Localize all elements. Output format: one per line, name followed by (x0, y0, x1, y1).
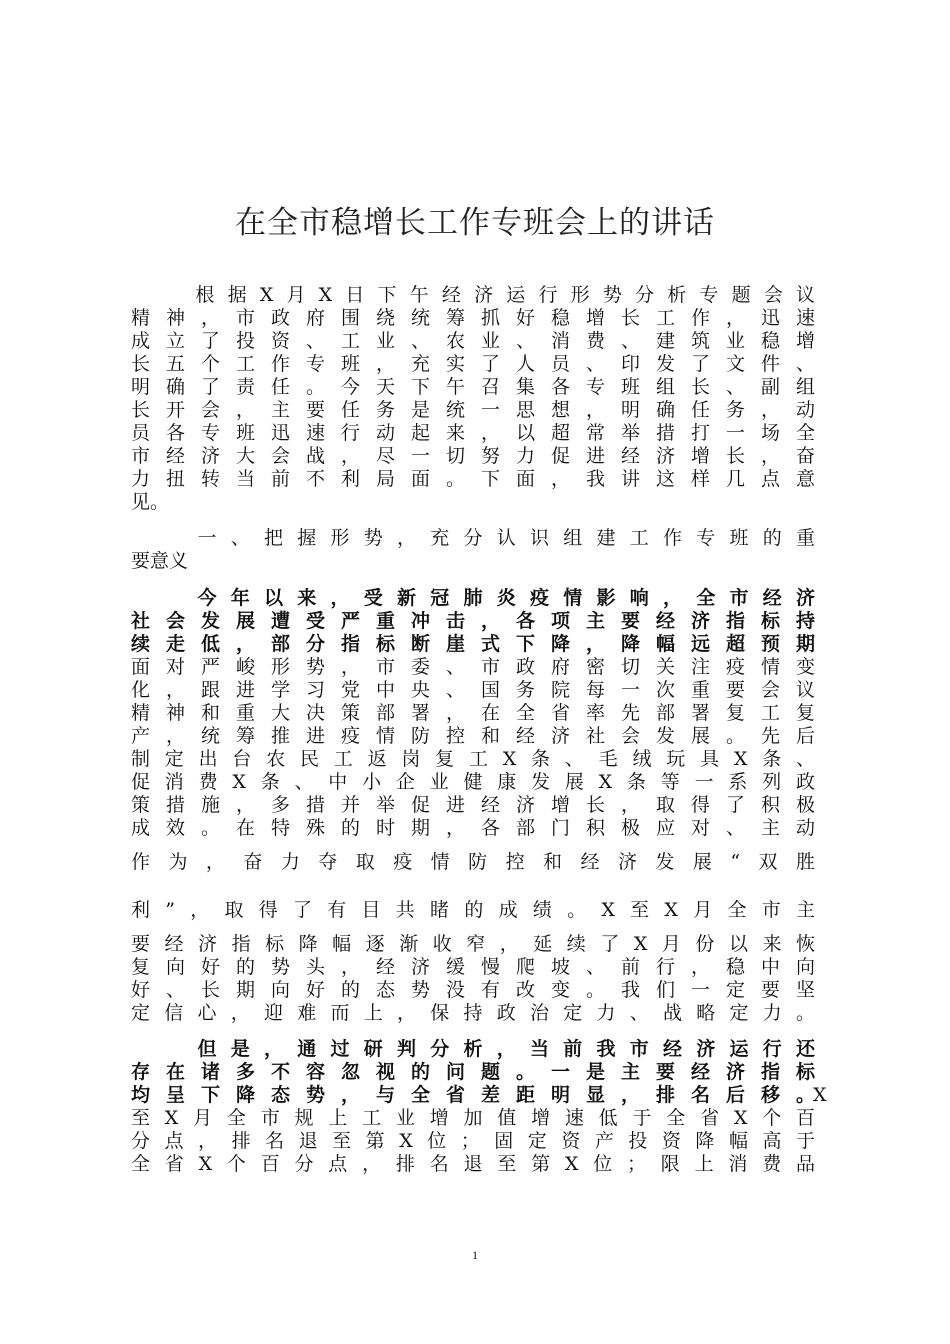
section-heading-line: 要意义 (131, 550, 189, 572)
paragraph-line: X (813, 1084, 827, 1106)
paragraph-line: 长开会，主要任务是统一思想，明确任务，动 (131, 399, 815, 421)
paragraph-line: 成立了投资、工业、农业、消费、建筑业稳增 (131, 330, 815, 352)
paragraph-line: 定信心，迎难而上，保持政治定力、战略定力。 (131, 1002, 815, 1024)
paragraph-line: 利”，取得了有目共睹的成绩。X至X月全市主 (131, 899, 815, 921)
paragraph-line: 长五个工作专班，充实了人员、印发了文件、 (131, 353, 815, 375)
paragraph-line: 制定出台农民工返岗复工X条、毛绒玩具X条、 (131, 748, 815, 770)
bold-line: 社会发展遭受严重冲击，各项主要经济指标持 (131, 610, 815, 632)
paragraph-line: 见。 (131, 491, 170, 513)
paragraph-line: 市经济大会战，尽一切努力促进经济增长，奋 (131, 445, 815, 467)
paragraph-line: 作为，奋力夺取疫情防控和经济发展“双胜 (131, 851, 815, 873)
paragraph-line: 精神和重大决策部署，在全省率先部署复工复 (131, 702, 815, 724)
section-heading-line: 一、把握形势，充分认识组建工作专班的重 (131, 527, 815, 549)
paragraph-line: 精神，市政府围绕统筹抓好稳增长工作，迅速 (131, 307, 815, 329)
paragraph-line: 力扭转当前不利局面。下面，我讲这样几点意 (131, 468, 815, 490)
paragraph-line: 成效。在特殊的时期，各部门积极应对、主动 (131, 817, 815, 839)
paragraph-line: 面对严峻形势，市委、市政府密切关注疫情变 (131, 656, 815, 678)
paragraph-line: 促消费X条、中小企业健康发展X条等一系列政 (131, 771, 815, 793)
bold-line: 今年以来，受新冠肺炎疫情影响，全市经济 (131, 587, 815, 609)
document-title: 在全市稳增长工作专班会上的讲话 (235, 205, 715, 241)
paragraph-line: 员各专班迅速行动起来，以超常举措打一场全 (131, 422, 815, 444)
paragraph-line: 化，跟进学习党中央、国务院每一次重要会议 (131, 679, 815, 701)
paragraph-line: 好、长期向好的态势没有改变。我们一定要坚 (131, 979, 815, 1001)
paragraph-line: 复向好的势头，经济缓慢爬坡、前行，稳中向 (131, 956, 815, 978)
paragraph-line: 策措施，多措并举促进经济增长，取得了积极 (131, 794, 815, 816)
paragraph-line: 至X月全市规上工业增加值增速低于全省X个百 (131, 1107, 815, 1129)
paragraph-line: 要经济指标降幅逐渐收窄，延续了X月份以来恢 (131, 933, 815, 955)
bold-line: 均呈下降态势，与全省差距明显，排名后移。 (131, 1084, 815, 1106)
bold-line: 存在诸多不容忽视的问题。一是主要经济指标 (131, 1061, 815, 1083)
paragraph-line: 分点，排名退至第X位；固定资产投资降幅高于 (131, 1130, 815, 1152)
paragraph-line: 根据X月X日下午经济运行形势分析专题会议 (131, 284, 815, 306)
paragraph-line: 产，统筹推进疫情防控和经济社会发展。先后 (131, 725, 815, 747)
bold-line: 但是，通过研判分析，当前我市经济运行还 (131, 1038, 815, 1060)
paragraph-line: 明确了责任。今天下午召集各专班组长、副组 (131, 376, 815, 398)
page-number: 1 (472, 1248, 478, 1262)
bold-line: 续走低，部分指标断崖式下降，降幅远超预期 (131, 633, 815, 655)
paragraph-line: 全省X个百分点，排名退至第X位；限上消费品 (131, 1153, 815, 1175)
